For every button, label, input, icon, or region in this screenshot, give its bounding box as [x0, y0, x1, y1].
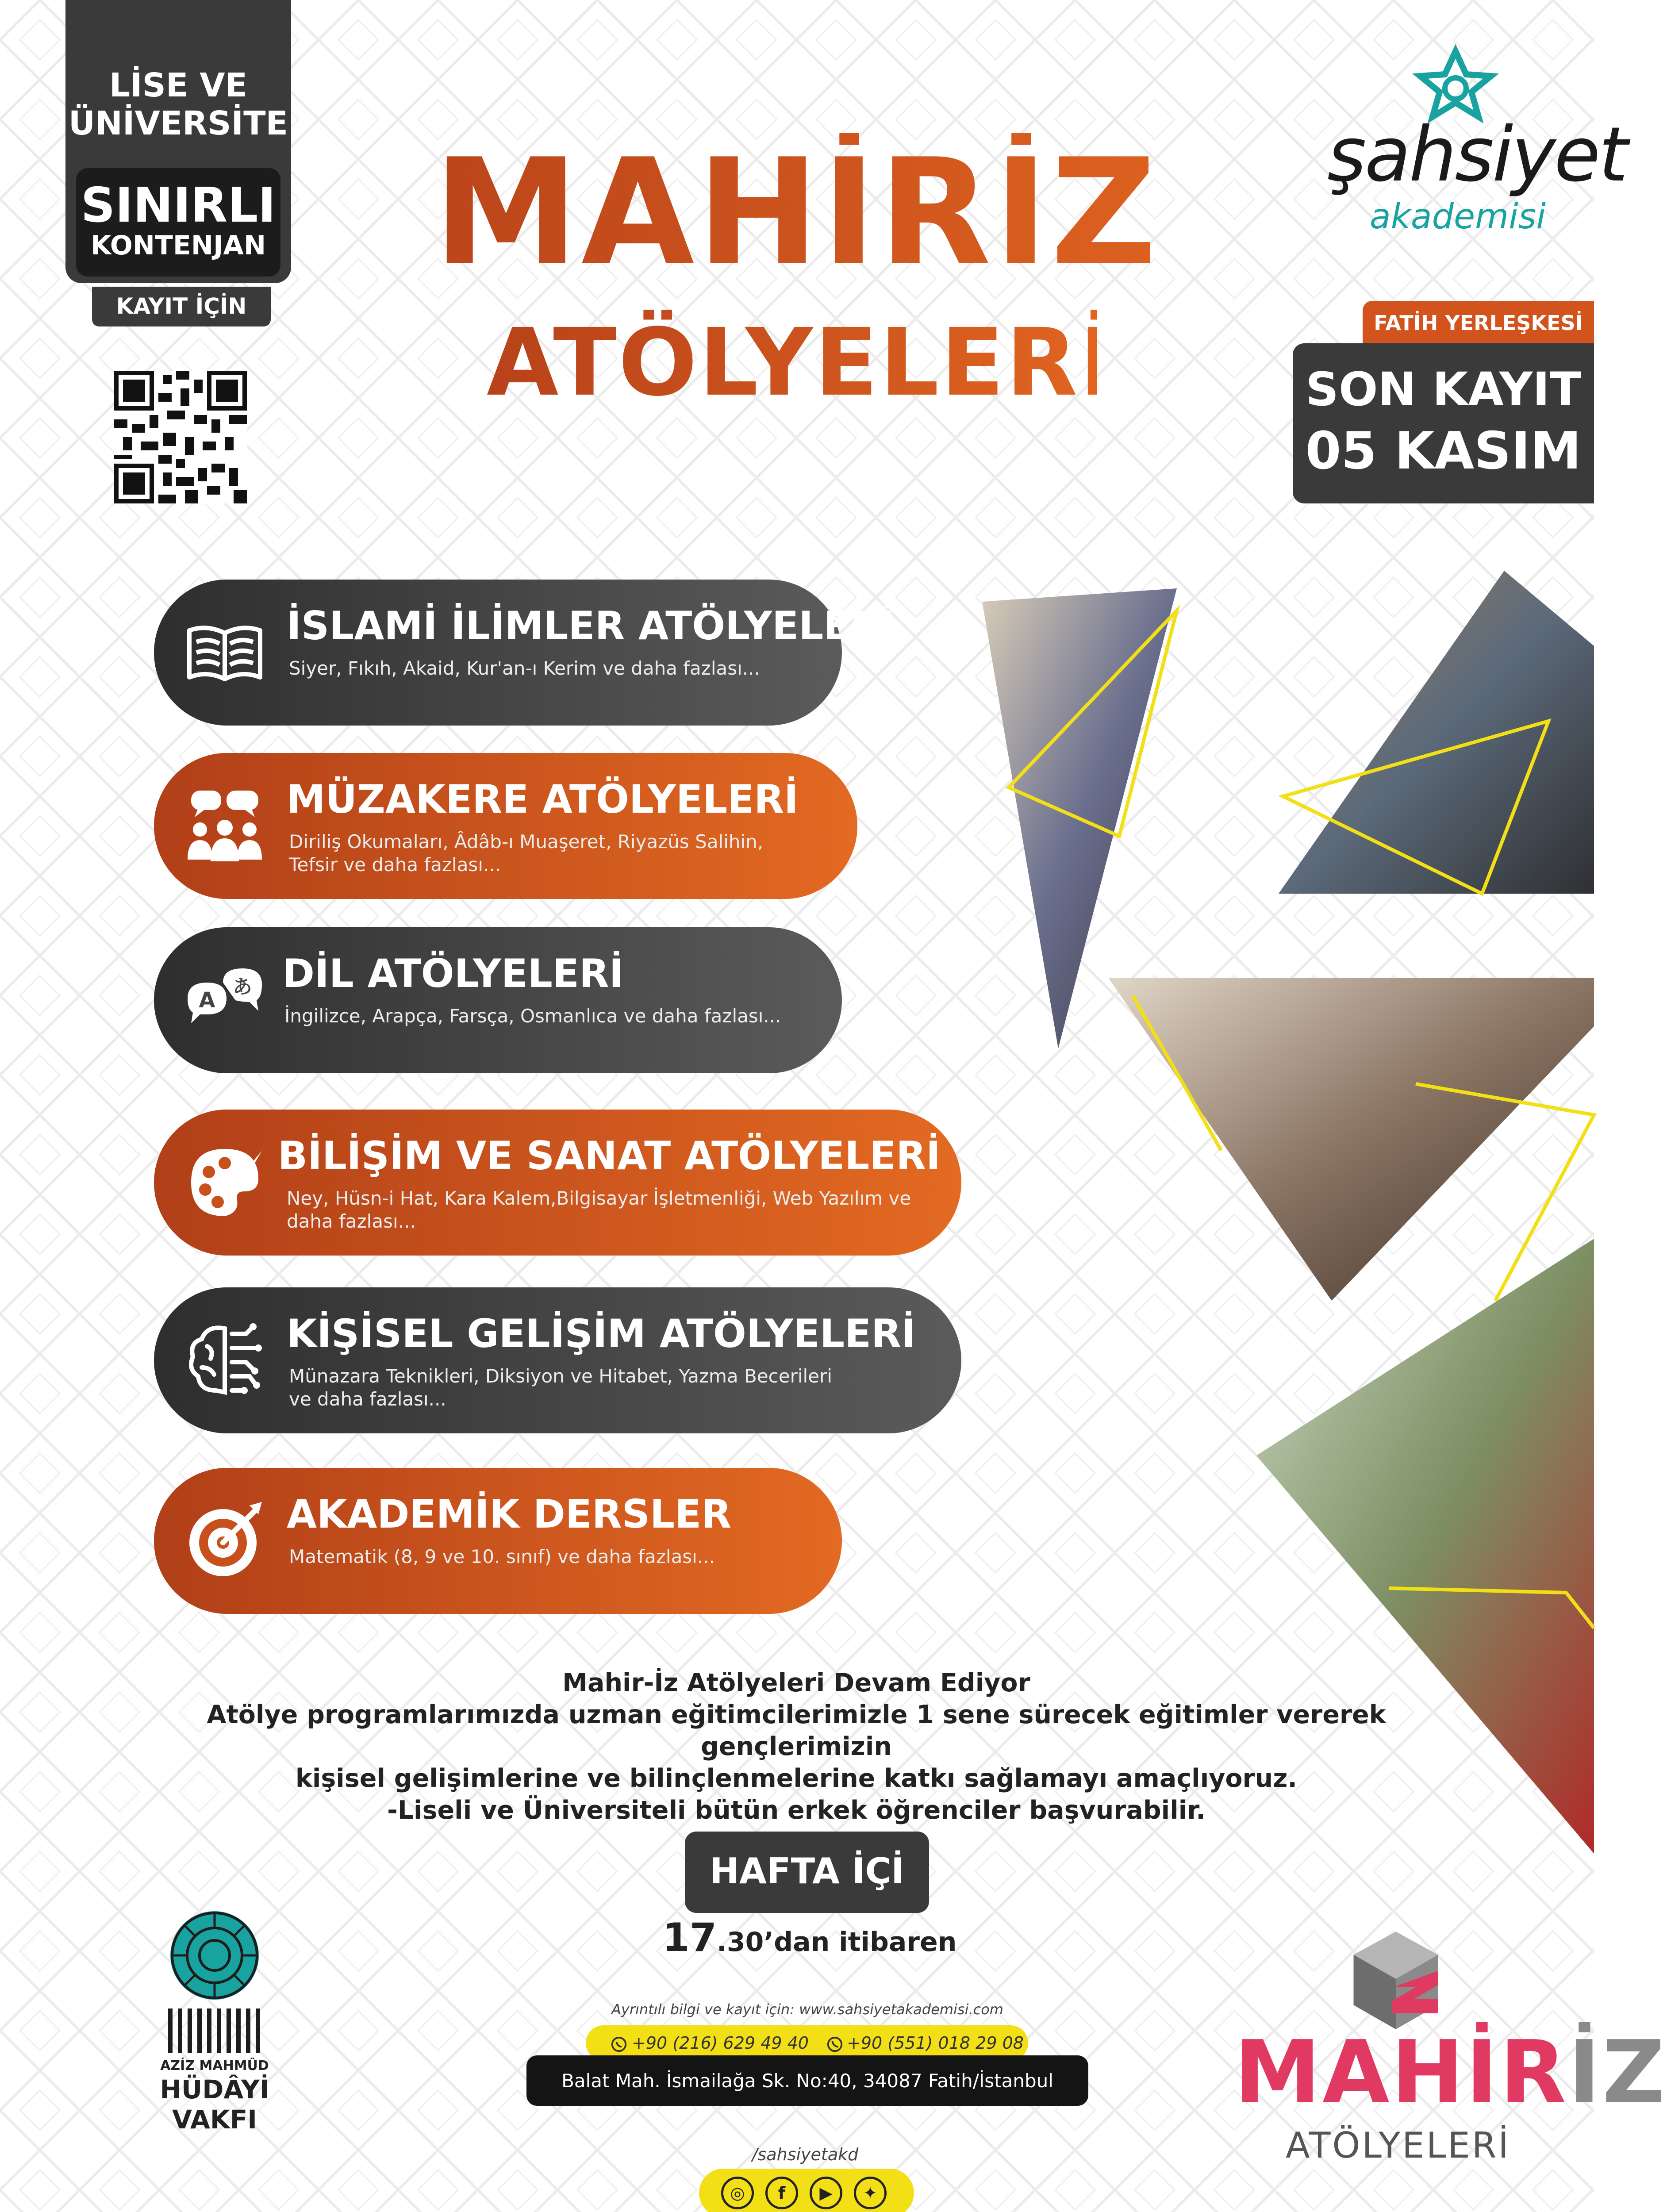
workshop-title: İSLAMİ İLİMLER ATÖLYELERİ	[287, 603, 895, 649]
limited-label: SINIRLI	[81, 178, 276, 233]
workshop-kisisel[interactable]	[154, 1287, 961, 1433]
language-icon	[181, 956, 269, 1045]
footer-logo-name-a: MAHİR	[1234, 2022, 1568, 2123]
workshop-desc: Matematik (8, 9 ve 10. sınıf) ve daha fazlası...	[289, 1546, 715, 1567]
deadline-line2: 05 KASIM	[1305, 421, 1582, 481]
foundation-line1: AZİZ MAHMÛD	[160, 2058, 269, 2074]
audience-line2: ÜNİVERSİTE	[68, 104, 288, 142]
workshop-bilisim[interactable]	[154, 1110, 961, 1256]
quota-label: KONTENJAN	[90, 230, 266, 261]
footer-logo-name	[1234, 2022, 1667, 2123]
social-handle[interactable]: /sahsiyetakd	[752, 2145, 859, 2164]
qr-code[interactable]	[114, 371, 247, 503]
cube-logo-icon	[1345, 1927, 1447, 2037]
phone-icon	[826, 2036, 843, 2053]
palette-icon	[181, 1138, 269, 1227]
workshop-akademik[interactable]	[154, 1468, 842, 1614]
foundation-line3: VAKFI	[172, 2104, 257, 2135]
workshop-title: DİL ATÖLYELERİ	[282, 951, 624, 996]
workshop-title: BİLİŞİM VE SANAT ATÖLYELERİ	[278, 1133, 941, 1179]
workshop-dil[interactable]	[154, 927, 842, 1073]
photo-study-circle	[1279, 571, 1594, 894]
phone-whatsapp-icon	[611, 2036, 627, 2053]
workshop-muzakere[interactable]	[154, 753, 857, 899]
info-heading: Mahir-İz Atölyeleri Devam Ediyor	[562, 1668, 1030, 1697]
info-line1: Atölye programlarımızda uzman eğitimcilerimizle 1 sene sürecek eğitimler vererek gençlerimizin	[207, 1700, 1386, 1761]
svg-text:A: A	[199, 988, 215, 1013]
address: Balat Mah. İsmailağa Sk. No:40, 34087 Fatih/İstanbul	[561, 2070, 1053, 2092]
schedule-time-rest: .30’dan itibaren	[717, 1927, 957, 1958]
brand-subtitle: akademisi	[1369, 197, 1546, 237]
instagram-icon[interactable]: ◎	[721, 2177, 754, 2209]
register-label: KAYIT İÇİN	[116, 293, 247, 319]
workshop-title: MÜZAKERE ATÖLYELERİ	[287, 776, 799, 822]
workshop-desc	[289, 1365, 832, 1411]
workshop-desc-line1: Diriliş Okumaları, Âdâb-ı Muaşeret, Riyazüs Salihin,	[289, 831, 764, 853]
info-line3: -Liseli ve Üniversiteli bütün erkek öğrenciler başvurabilir.	[387, 1796, 1206, 1825]
workshop-desc-line1: Ney, Hüsn-i Hat, Kara Kalem,Bilgisayar İşletmenliği, Web Yazılım ve	[287, 1187, 911, 1209]
target-icon	[181, 1497, 269, 1585]
discussion-group-icon	[181, 782, 269, 870]
twitter-icon[interactable]: ✦	[854, 2177, 887, 2209]
audience-text	[65, 66, 291, 142]
page-subtitle: ATÖLYELERİ	[487, 308, 1116, 417]
phone-1[interactable]: +90 (216) 629 49 40	[632, 2033, 809, 2053]
workshop-title: AKADEMİK DERSLER	[287, 1491, 731, 1537]
phone-2[interactable]: +90 (551) 018 29 08	[847, 2033, 1024, 2053]
book-icon	[181, 608, 269, 697]
schedule-time	[619, 1916, 1000, 1964]
workshop-desc	[289, 830, 763, 876]
info-line2: kişisel gelişimlerine ve bilinçlenmelerine katkı sağlamayı amaçlıyoruz.	[295, 1764, 1298, 1793]
deadline-line1: SON KAYIT	[1306, 362, 1581, 416]
foundation-line2: HÜDÂYİ	[160, 2074, 269, 2104]
schedule-hour: 17	[662, 1915, 717, 1960]
facebook-icon[interactable]: f	[765, 2177, 798, 2209]
footer-logo-name-b: İZ	[1568, 2022, 1667, 2123]
footer-logo-sub: ATÖLYELERİ	[1285, 2125, 1510, 2166]
workshop-desc-line2: Tefsir ve daha fazlası...	[289, 854, 501, 876]
more-info-link[interactable]: Ayrıntılı bilgi ve kayıt için: www.sahsiyetakademisi.com	[611, 2001, 1003, 2018]
workshop-desc	[287, 1187, 911, 1233]
brain-circuit-icon	[181, 1316, 269, 1405]
workshop-desc-line2: ve daha fazlası...	[289, 1388, 446, 1410]
info-text	[133, 1699, 1460, 1826]
workshop-islami[interactable]	[154, 580, 895, 726]
schedule-days: HAFTA İÇİ	[710, 1851, 904, 1892]
svg-text:あ: あ	[233, 975, 252, 998]
workshop-desc-line1: Münazara Teknikleri, Diksiyon ve Hitabet, Yazma Becerileri	[289, 1365, 832, 1387]
brand-name: şahsiyet	[1327, 111, 1627, 199]
audience-line1: LİSE VE	[109, 66, 248, 104]
page-title: MAHİRİZ	[350, 133, 1243, 292]
workshop-desc-line2: daha fazlası...	[287, 1210, 416, 1232]
youtube-icon[interactable]: ▶	[810, 2177, 842, 2209]
workshop-desc: İngilizce, Arapça, Farsça, Osmanlıca ve daha fazlası...	[284, 1005, 781, 1027]
workshop-title: KİŞİSEL GELİŞİM ATÖLYELERİ	[287, 1311, 916, 1356]
campus-label: FATİH YERLEŞKESİ	[1374, 311, 1583, 335]
workshop-desc: Siyer, Fıkıh, Akaid, Kur'an-ı Kerim ve daha fazlası...	[289, 657, 760, 679]
